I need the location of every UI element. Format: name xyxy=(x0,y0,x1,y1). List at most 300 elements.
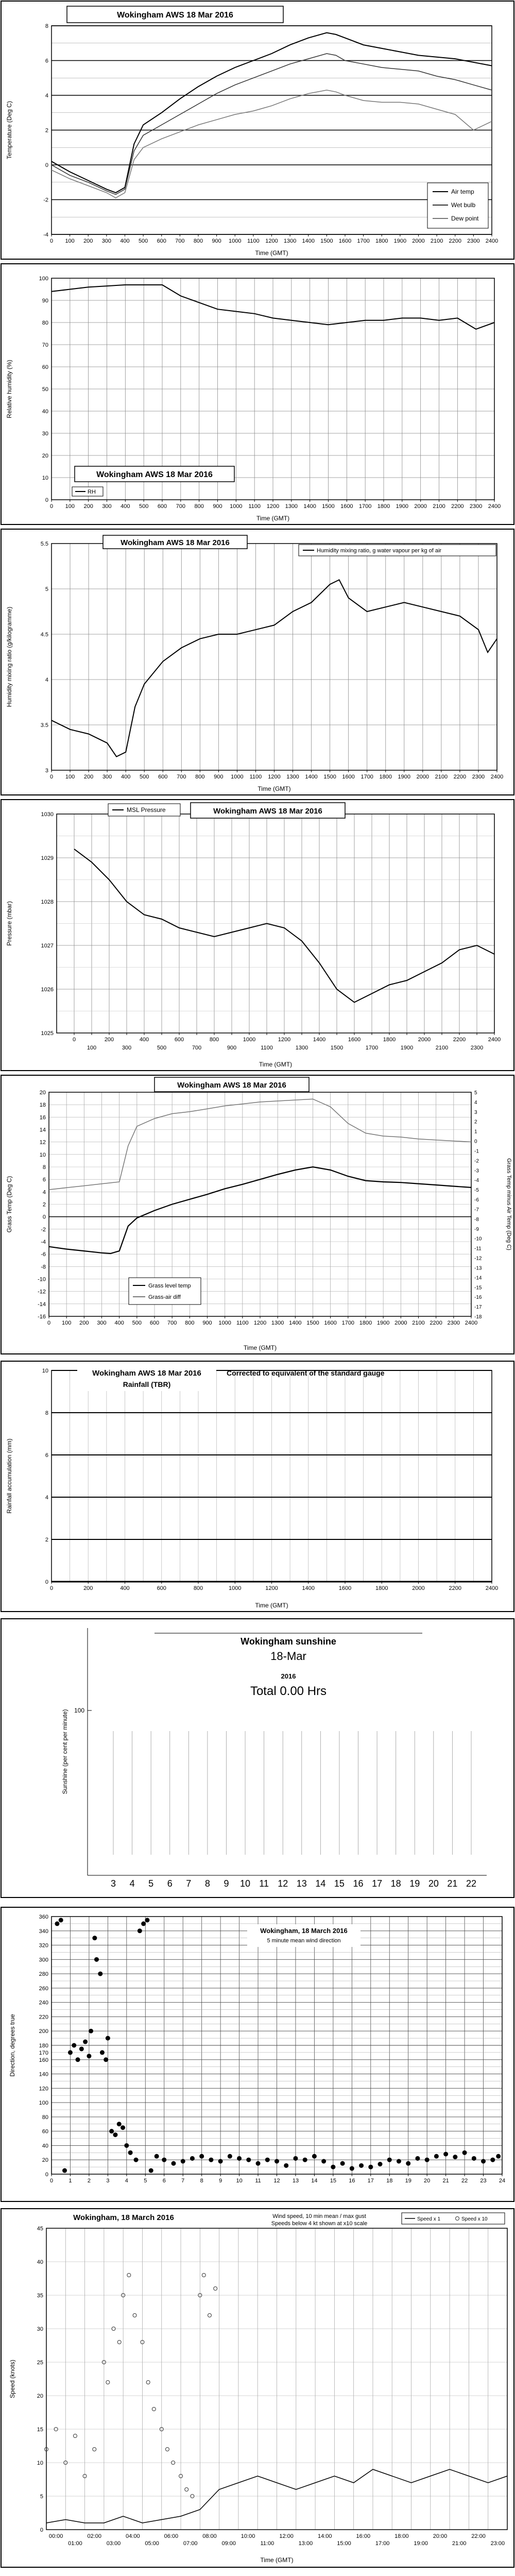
x-axis-label: Time (GMT) xyxy=(258,785,291,792)
y-axis-label: Pressure (mbar) xyxy=(6,901,13,946)
x-tick-label: 4 xyxy=(125,2178,128,2184)
x-tick-label: 13 xyxy=(292,2178,299,2184)
y-tick-label: 30 xyxy=(42,431,48,437)
y-right-tick-label: 1 xyxy=(474,1129,477,1135)
direction-point xyxy=(284,2163,288,2168)
chart-title: Wokingham AWS 18 Mar 2016 xyxy=(213,807,322,816)
x-tick-label: 0 xyxy=(49,774,54,780)
direction-point xyxy=(145,1918,149,1922)
x-tick-label: 1600 xyxy=(348,1037,361,1043)
y-tick-label: -10 xyxy=(38,1276,46,1283)
x-tick-label: 5 xyxy=(148,1878,154,1889)
direction-point xyxy=(149,2168,153,2173)
x-tick-label: 600 xyxy=(157,503,167,510)
y-tick-label: -4 xyxy=(43,232,48,238)
sunshine-chart xyxy=(0,1618,515,1899)
x-tick-label: 18 xyxy=(386,2178,393,2184)
x-tick-label: 1000 xyxy=(218,1320,231,1326)
x-axis-label: Time (GMT) xyxy=(256,515,290,522)
direction-point xyxy=(378,2162,383,2166)
x-tick-label: 2400 xyxy=(490,774,504,780)
x-tick-label: 11 xyxy=(255,2178,261,2184)
y-tick-label: 10 xyxy=(37,2460,43,2466)
chart-title: Wokingham AWS 18 Mar 2016 xyxy=(92,1369,201,1378)
direction-point xyxy=(181,2159,185,2164)
y-tick-label: -2 xyxy=(41,1226,46,1233)
x-tick-label: 10 xyxy=(236,2178,243,2184)
direction-point xyxy=(359,2163,364,2168)
y-tick-label: 20 xyxy=(42,453,48,459)
x-tick-label: 600 xyxy=(174,1037,184,1043)
y-tick-label: 18 xyxy=(39,1102,46,1109)
y-tick-label: 1028 xyxy=(41,899,54,905)
x-tick-label: 1600 xyxy=(340,503,353,510)
x-tick-label: 2000 xyxy=(418,1037,431,1043)
x-tick-label: 9 xyxy=(219,2178,222,2184)
chart-subtitle: Rainfall (TBR) xyxy=(123,1380,171,1388)
y-axis-label: Sunshine (per cent per minute) xyxy=(61,1709,68,1794)
y-tick-label: 260 xyxy=(39,1985,48,1992)
mixing-ratio-chart xyxy=(0,528,515,796)
chart-subtitle: 18-Mar xyxy=(270,1650,306,1663)
direction-point xyxy=(490,2158,495,2162)
x-tick-label: 800 xyxy=(209,1037,219,1043)
x-tick-label: 03:00 xyxy=(106,2540,121,2547)
direction-point xyxy=(199,2154,204,2159)
y-tick-label: 8 xyxy=(45,1410,48,1416)
x-tick-label: 900 xyxy=(227,1045,237,1051)
x-tick-label: 9 xyxy=(224,1878,229,1889)
y-tick-label: 180 xyxy=(39,2043,48,2049)
x-tick-label: 2200 xyxy=(451,503,464,510)
grass-temperature-chart xyxy=(0,1074,515,1355)
x-tick-label: 14:00 xyxy=(317,2533,332,2539)
legend-label: Wet bulb xyxy=(451,201,476,209)
y-tick-label: 50 xyxy=(42,386,48,393)
x-tick-label: 00:00 xyxy=(48,2533,63,2539)
y-tick-label: 0 xyxy=(45,162,48,168)
x-tick-label: 1200 xyxy=(278,1037,291,1043)
y-right-tick-label: -9 xyxy=(474,1226,479,1232)
y-tick-label: 80 xyxy=(42,320,48,326)
direction-point xyxy=(218,2159,223,2164)
y-right-tick-label: -18 xyxy=(474,1314,482,1320)
chart-year: 2016 xyxy=(281,1672,296,1680)
x-tick-label: 400 xyxy=(121,503,130,510)
x-tick-label: 2300 xyxy=(472,774,485,780)
y-tick-label: 60 xyxy=(42,364,48,370)
y-tick-label: 15 xyxy=(37,2427,43,2433)
direction-point xyxy=(89,2029,93,2033)
direction-point xyxy=(397,2159,401,2164)
x-tick-label: 700 xyxy=(175,238,185,244)
direction-point xyxy=(321,2159,326,2164)
x-tick-label: 22:00 xyxy=(471,2533,486,2539)
direction-point xyxy=(462,2150,467,2155)
x-tick-label: 09:00 xyxy=(221,2540,236,2547)
x-tick-label: 23 xyxy=(480,2178,487,2184)
direction-point xyxy=(425,2158,430,2162)
x-tick-label: 17 xyxy=(367,2178,374,2184)
y-tick-label: 6 xyxy=(42,1177,46,1183)
direction-point xyxy=(87,2054,91,2058)
x-tick-label: 500 xyxy=(132,1320,142,1326)
x-tick-label: 1700 xyxy=(365,1045,379,1051)
x-tick-label: 2000 xyxy=(412,1585,425,1591)
x-tick-label: 21 xyxy=(447,1878,458,1889)
legend-box xyxy=(129,1278,201,1304)
x-tick-label: 100 xyxy=(65,238,75,244)
x-tick-label: 0 xyxy=(49,1585,54,1591)
x-tick-label: 700 xyxy=(167,1320,177,1326)
y-right-tick-label: -14 xyxy=(474,1275,482,1281)
y-tick-label: 25 xyxy=(37,2360,43,2366)
x-tick-label: 300 xyxy=(97,1320,107,1326)
chart-subtitle: Wind speed, 10 min mean / max gust xyxy=(272,2213,366,2219)
x-tick-label: 2400 xyxy=(488,503,501,510)
legend-label: Grass level temp xyxy=(148,1283,191,1289)
x-tick-label: 1500 xyxy=(320,238,333,244)
x-tick-label: 13:00 xyxy=(298,2540,313,2547)
x-tick-label: 400 xyxy=(120,238,130,244)
x-tick-label: 1700 xyxy=(360,774,373,780)
y-axis-label: Speed (knots) xyxy=(9,2360,16,2398)
y-tick-label: 4 xyxy=(42,1189,46,1196)
chart-title: Wokingham AWS 18 Mar 2016 xyxy=(117,11,233,20)
direction-point xyxy=(496,2154,501,2159)
y-tick-label: 20 xyxy=(39,1090,46,1096)
x-tick-label: 14 xyxy=(311,2178,318,2184)
y-tick-label: 0 xyxy=(42,1214,46,1221)
direction-point xyxy=(209,2158,213,2162)
y-right-tick-label: -8 xyxy=(474,1216,479,1223)
x-tick-label: 2200 xyxy=(430,1320,442,1326)
x-tick-label: 1400 xyxy=(303,503,316,510)
x-tick-label: 2000 xyxy=(412,238,425,244)
x-tick-label: 900 xyxy=(214,774,224,780)
y-right-tick-label: -6 xyxy=(474,1197,479,1204)
x-tick-label: 900 xyxy=(212,238,221,244)
y-right-tick-label: -16 xyxy=(474,1295,482,1301)
direction-point xyxy=(62,2168,67,2173)
direction-point xyxy=(406,2161,410,2166)
legend-label: RH xyxy=(88,489,96,495)
legend-label: Air temp xyxy=(451,188,474,195)
x-tick-label: 16:00 xyxy=(356,2533,371,2539)
x-tick-label: 0 xyxy=(49,238,54,244)
y-axis-label: Grass Temp (Deg C) xyxy=(6,1176,13,1233)
y-right-tick-label: 4 xyxy=(474,1099,477,1106)
x-tick-label: 15 xyxy=(330,2178,336,2184)
y-tick-label: 10 xyxy=(42,1368,48,1374)
x-tick-label: 15:00 xyxy=(337,2540,351,2547)
direction-point xyxy=(237,2156,242,2161)
x-tick-label: 6 xyxy=(162,2178,166,2184)
y-right-tick-label: -1 xyxy=(474,1148,479,1155)
x-tick-label: 1000 xyxy=(231,774,244,780)
y-tick-label: 5.5 xyxy=(40,541,48,547)
direction-point xyxy=(121,2125,125,2130)
x-tick-label: 4 xyxy=(129,1878,135,1889)
x-tick-label: 24 xyxy=(499,2178,506,2184)
direction-point xyxy=(415,2156,420,2161)
x-tick-label: 0 xyxy=(49,2178,54,2184)
x-tick-label: 900 xyxy=(202,1320,212,1326)
x-tick-label: 1400 xyxy=(305,774,318,780)
x-tick-label: 10 xyxy=(240,1878,251,1889)
y-tick-label: -12 xyxy=(38,1289,46,1295)
x-tick-label: 500 xyxy=(139,503,149,510)
x-tick-label: 1500 xyxy=(322,503,335,510)
x-tick-label: 1200 xyxy=(266,503,280,510)
x-tick-label: 1300 xyxy=(295,1045,308,1051)
x-tick-label: 1 xyxy=(68,2178,72,2184)
x-tick-label: 1700 xyxy=(357,238,370,244)
x-tick-label: 1800 xyxy=(359,1320,372,1326)
x-tick-label: 20:00 xyxy=(433,2533,448,2539)
y-right-tick-label: -10 xyxy=(474,1236,482,1242)
panel-border xyxy=(1,264,514,524)
x-tick-label: 1500 xyxy=(323,774,336,780)
x-tick-label: 2100 xyxy=(435,774,448,780)
x-tick-label: 12:00 xyxy=(279,2533,294,2539)
x-tick-label: 22 xyxy=(466,1878,477,1889)
x-tick-label: 1200 xyxy=(268,774,281,780)
y-right-tick-label: -12 xyxy=(474,1256,482,1262)
x-tick-label: 10:00 xyxy=(241,2533,255,2539)
x-tick-label: 1800 xyxy=(379,774,392,780)
chart-title: Wokingham sunshine xyxy=(241,1636,336,1647)
x-tick-label: 600 xyxy=(149,1320,160,1326)
x-tick-label: 2300 xyxy=(467,238,480,244)
y-right-tick-label: -17 xyxy=(474,1304,482,1311)
x-tick-label: 1900 xyxy=(396,503,409,510)
x-tick-label: 2000 xyxy=(416,774,430,780)
x-tick-label: 200 xyxy=(83,1585,93,1591)
x-tick-label: 1200 xyxy=(253,1320,267,1326)
x-tick-label: 200 xyxy=(83,238,93,244)
mixing-ratio-chart-panel xyxy=(0,528,515,796)
x-tick-label: 1300 xyxy=(283,238,297,244)
legend-label: Speed x 10 xyxy=(461,2216,488,2222)
x-tick-label: 20 xyxy=(424,2178,431,2184)
direction-point xyxy=(443,2152,448,2157)
x-tick-label: 600 xyxy=(157,1585,166,1591)
chart-subtitle: 5 minute mean wind direction xyxy=(267,1938,341,1944)
y-tick-label: 0 xyxy=(45,1579,48,1585)
direction-point xyxy=(340,2161,345,2166)
x-tick-label: 1000 xyxy=(229,238,242,244)
x-tick-label: 2400 xyxy=(465,1320,478,1326)
x-tick-label: 20 xyxy=(428,1878,439,1889)
x-tick-label: 500 xyxy=(138,238,148,244)
direction-point xyxy=(265,2158,270,2162)
x-tick-label: 6 xyxy=(167,1878,173,1889)
x-tick-label: 04:00 xyxy=(126,2533,140,2539)
y-tick-label: 1025 xyxy=(41,1030,54,1037)
x-tick-label: 0 xyxy=(72,1037,76,1043)
direction-point xyxy=(113,2132,117,2137)
y-tick-label: 1030 xyxy=(41,811,54,818)
air-temperature-chart-panel xyxy=(0,0,515,260)
direction-point xyxy=(171,2161,176,2166)
direction-point xyxy=(162,2158,166,2162)
direction-point xyxy=(68,2050,73,2055)
direction-point xyxy=(190,2156,195,2161)
y-right-tick-label: 3 xyxy=(474,1109,477,1115)
y-tick-label: -6 xyxy=(41,1251,46,1258)
x-tick-label: 2400 xyxy=(485,238,499,244)
y-tick-label: 4 xyxy=(45,677,48,683)
x-tick-label: 2000 xyxy=(394,1320,407,1326)
x-tick-label: 800 xyxy=(193,238,203,244)
direction-point xyxy=(331,2165,335,2170)
direction-point xyxy=(228,2154,232,2159)
y-right-axis-label: Grass Temp minus Air Temp (Deg C) xyxy=(506,1158,512,1250)
direction-point xyxy=(246,2158,251,2162)
direction-point xyxy=(72,2043,76,2048)
y-tick-label: 5 xyxy=(40,2494,43,2500)
x-tick-label: 3 xyxy=(110,1878,116,1889)
x-tick-label: 1100 xyxy=(261,1045,273,1051)
y-tick-label: 120 xyxy=(39,2086,48,2092)
y-tick-label: -4 xyxy=(41,1239,46,1245)
y-axis-label: Direction, degrees true xyxy=(9,2014,16,2077)
direction-point xyxy=(128,2150,133,2155)
x-tick-label: 1200 xyxy=(265,238,278,244)
y-tick-label: 300 xyxy=(39,1957,48,1963)
x-tick-label: 1500 xyxy=(306,1320,319,1326)
y-tick-label: 30 xyxy=(37,2326,43,2332)
x-tick-label: 2300 xyxy=(470,1045,484,1051)
y-tick-label: 10 xyxy=(42,475,48,481)
x-tick-label: 02:00 xyxy=(87,2533,101,2539)
x-tick-label: 600 xyxy=(157,238,166,244)
x-tick-label: 13 xyxy=(296,1878,307,1889)
x-tick-label: 1300 xyxy=(285,503,298,510)
x-tick-label: 600 xyxy=(158,774,168,780)
x-tick-label: 0 xyxy=(49,503,54,510)
x-tick-label: 1600 xyxy=(338,1585,352,1591)
direction-point xyxy=(293,2156,298,2161)
direction-point xyxy=(100,2050,105,2055)
x-tick-label: 200 xyxy=(104,1037,114,1043)
y-tick-label: 60 xyxy=(42,2128,48,2135)
panel-border xyxy=(1,1361,514,1612)
legend-label: MSL Pressure xyxy=(127,806,166,814)
y-tick-label: 12 xyxy=(39,1139,46,1146)
x-tick-label: 21:00 xyxy=(452,2540,467,2547)
x-tick-label: 2100 xyxy=(433,503,445,510)
x-tick-label: 400 xyxy=(139,1037,149,1043)
x-tick-label: 100 xyxy=(65,774,75,780)
direction-point xyxy=(124,2143,129,2148)
y-tick-label: 140 xyxy=(39,2071,48,2078)
y-tick-label: 40 xyxy=(37,2259,43,2265)
x-tick-label: 2400 xyxy=(488,1037,501,1043)
y-tick-label: 160 xyxy=(39,2057,48,2063)
x-tick-label: 01:00 xyxy=(68,2540,82,2547)
y-tick-label: 0 xyxy=(40,2527,43,2533)
y-tick-label: 360 xyxy=(39,1914,48,1920)
x-tick-label: 500 xyxy=(157,1045,167,1051)
direction-point xyxy=(256,2161,261,2166)
x-tick-label: 1100 xyxy=(236,1320,249,1326)
direction-point xyxy=(141,1921,146,1926)
y-tick-label: 35 xyxy=(37,2293,43,2299)
x-tick-label: 1000 xyxy=(229,1585,242,1591)
x-tick-label: 2000 xyxy=(414,503,427,510)
direction-point xyxy=(109,2129,114,2133)
x-tick-label: 3 xyxy=(106,2178,110,2184)
x-tick-label: 14 xyxy=(315,1878,326,1889)
x-tick-label: 16 xyxy=(353,1878,364,1889)
panel-border xyxy=(1,800,514,1071)
y-right-tick-label: -15 xyxy=(474,1285,482,1291)
x-tick-label: 15 xyxy=(334,1878,345,1889)
y-axis-label: Humidity mixing ratio (g/kilogramme) xyxy=(6,606,13,707)
y-tick-label: 20 xyxy=(37,2393,43,2399)
x-tick-label: 1200 xyxy=(265,1585,278,1591)
x-tick-label: 1800 xyxy=(383,1037,396,1043)
x-tick-label: 06:00 xyxy=(164,2533,179,2539)
direction-point xyxy=(79,2046,84,2051)
wind-speed-chart-panel xyxy=(0,2208,515,2568)
x-tick-label: 1600 xyxy=(324,1320,337,1326)
direction-point xyxy=(104,2057,108,2062)
x-axis-label: Time (GMT) xyxy=(260,2556,294,2564)
x-tick-label: 1500 xyxy=(330,1045,344,1051)
pressure-chart-panel xyxy=(0,799,515,1072)
x-tick-label: 2300 xyxy=(469,503,483,510)
x-tick-label: 18:00 xyxy=(394,2533,409,2539)
chart-title: Wokingham AWS 18 Mar 2016 xyxy=(121,538,230,547)
x-tick-label: 2200 xyxy=(449,238,461,244)
x-tick-label: 1800 xyxy=(377,503,390,510)
y-tick-label: -16 xyxy=(38,1314,46,1320)
direction-point xyxy=(453,2155,457,2159)
direction-point xyxy=(76,2057,80,2062)
y-tick-label: 100 xyxy=(74,1707,84,1714)
x-tick-label: 400 xyxy=(114,1320,124,1326)
y-tick-label: 80 xyxy=(42,2114,48,2121)
x-tick-label: 11 xyxy=(259,1878,269,1889)
x-tick-label: 2100 xyxy=(412,1320,425,1326)
y-tick-label: 100 xyxy=(39,276,48,282)
x-tick-label: 18 xyxy=(390,1878,401,1889)
direction-point xyxy=(312,2154,317,2159)
x-tick-label: 22 xyxy=(461,2178,468,2184)
x-tick-label: 2400 xyxy=(485,1585,499,1591)
y-tick-label: 90 xyxy=(42,298,48,304)
y-tick-label: 280 xyxy=(39,1971,48,1978)
x-tick-label: 2100 xyxy=(430,238,443,244)
direction-point xyxy=(59,1918,63,1922)
y-tick-label: 340 xyxy=(39,1928,48,1935)
x-tick-label: 200 xyxy=(83,774,94,780)
y-right-tick-label: 5 xyxy=(474,1090,477,1096)
y-tick-label: 40 xyxy=(42,2143,48,2149)
x-tick-label: 0 xyxy=(47,1320,51,1326)
x-tick-label: 17:00 xyxy=(375,2540,390,2547)
y-tick-label: 8 xyxy=(45,23,48,29)
y-tick-label: 4.5 xyxy=(40,632,48,638)
y-tick-label: 220 xyxy=(39,2014,48,2021)
chart-title: Wokingham AWS 18 Mar 2016 xyxy=(177,1081,286,1090)
x-tick-label: 21 xyxy=(442,2178,449,2184)
x-tick-label: 08:00 xyxy=(202,2533,217,2539)
direction-point xyxy=(154,2154,159,2159)
